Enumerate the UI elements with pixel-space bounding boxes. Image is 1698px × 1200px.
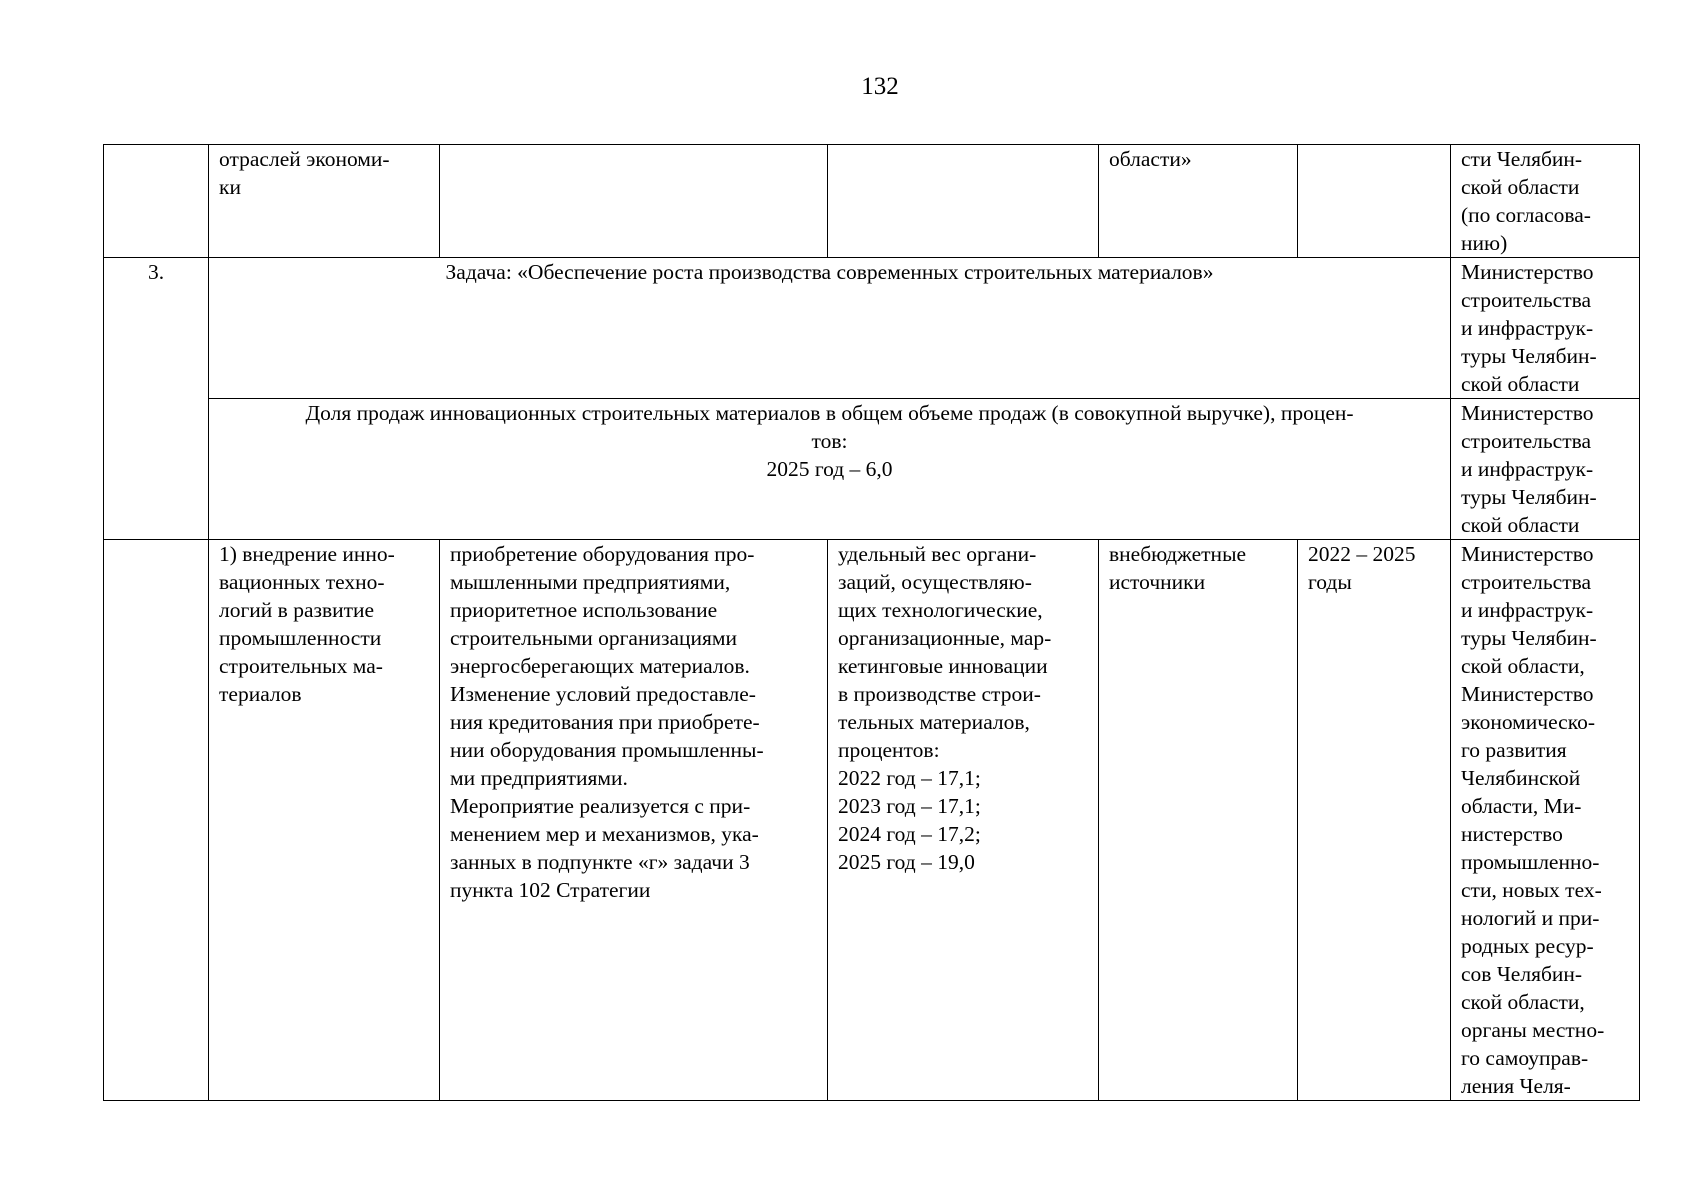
cell-indicator-empty: [828, 145, 1099, 258]
task-number: 3.: [104, 258, 209, 540]
cell-source-continued: области»: [1099, 145, 1298, 258]
cell-content-empty: [440, 145, 828, 258]
page-number: 132: [861, 73, 899, 100]
task-row: [104, 258, 1640, 399]
task-responsible: Министерство строительства и инфраструк- туры Челябин- ской области: [1451, 258, 1640, 399]
measure-responsible: Министерство строительства и инфраструк- туры Челябин- ской области, Министерство экономическо- го развития Челябинской области, Ми- нистерство промышленно- сти, новых тех- нологий и при- родных ресур- сов Челябин- ской области, органы местно- го самоуправ- ления Челя-: [1451, 540, 1640, 1101]
cell-measure-name-continued: отраслей экономи- ки: [209, 145, 440, 258]
task-indicator: Доля продаж инновационных строительных материалов в общем объеме продаж (в совокупной выручке), процен- тов: 2025 год – 6,0: [209, 399, 1451, 540]
indicator-responsible: Министерство строительства и инфраструк- туры Челябин- ской области: [1451, 399, 1640, 540]
measure-content: приобретение оборудования про- мышленными предприятиями, приоритетное использование строительными организациями энергосберегающих материалов. Изменение условий предоставле- ния кредитования при приобрете- нии оборудования промышленны- ми предприятиями. Мероприятие реализуется с при- менением мер и механизмов, ука- занных в подпункте «г» задачи 3 пункта 102 Стратегии: [440, 540, 828, 1101]
measure-source: внебюджетные источники: [1099, 540, 1298, 1101]
measure-indicator: удельный вес органи- заций, осуществляю- щих технологические, организационные, мар- кетинговые инновации в производстве строи- тельных материалов, процентов: 2022 год – 17,1; 2023 год – 17,1; 2024 год – 17,2; 2025 год – 19,0: [828, 540, 1099, 1101]
measure-number-empty: [104, 540, 209, 1101]
measure-period: 2022 – 2025 годы: [1298, 540, 1451, 1101]
plan-table: [103, 144, 1640, 1101]
cell-number-empty: [104, 145, 209, 258]
cell-period-empty: [1298, 145, 1451, 258]
continuation-row: [104, 145, 1640, 258]
measure-name: 1) внедрение инно- вационных техно- логий в развитие промышленности строительных ма- териалов: [209, 540, 440, 1101]
task-title: Задача: «Обеспечение роста производства современных строительных материалов»: [209, 258, 1451, 399]
measure-row: [104, 540, 1640, 1101]
indicator-row: [104, 399, 1640, 540]
cell-responsible-continued: сти Челябин- ской области (по согласова- нию): [1451, 145, 1640, 258]
